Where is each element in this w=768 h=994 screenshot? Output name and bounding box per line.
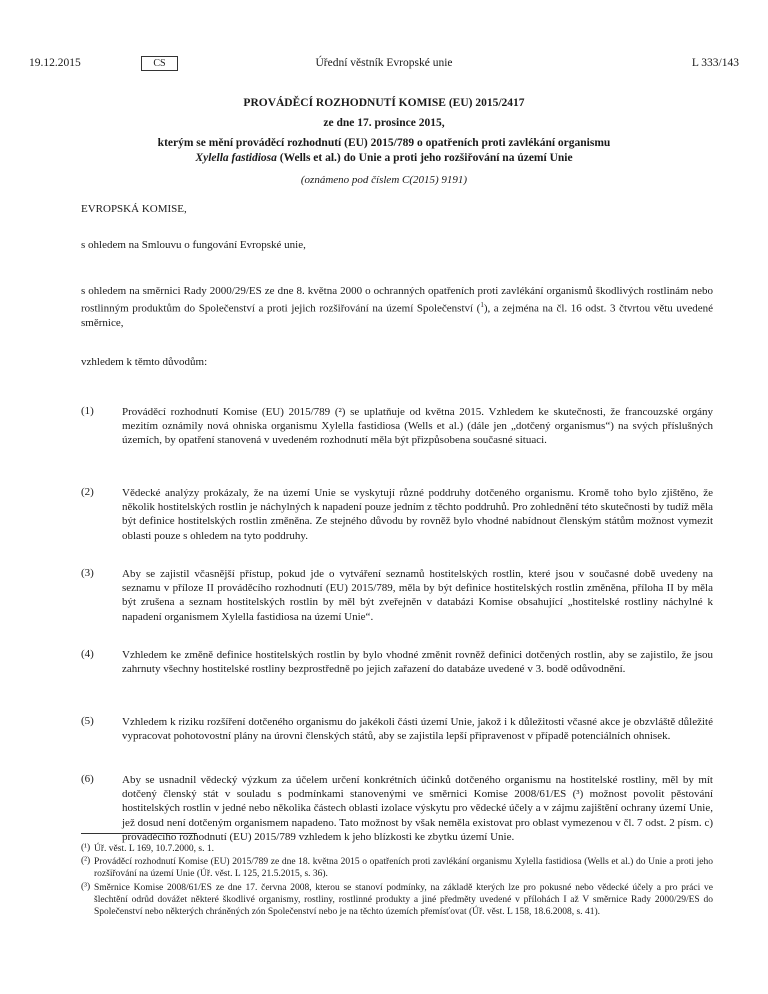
footnote-number: (³) (81, 882, 91, 892)
footnote-text: Prováděcí rozhodnutí Komise (EU) 2015/789 ze dne 18. května 2015 o opatřeních proti zavlékání organismu Xylella fastidiosa (Wells et al.) do Unie a proti jeho rozšiřování na území Unie (Úř. věst. L 125, 21.5.2015, s. 36). (94, 857, 713, 880)
preamble-recitals-intro: vzhledem k těmto důvodům: (81, 356, 208, 368)
recital-number: (5) (81, 715, 94, 727)
recital-number: (3) (81, 567, 94, 579)
recital-number: (1) (81, 405, 94, 417)
preamble-directive: s ohledem na směrnici Rady 2000/29/ES ze dne 8. května 2000 o ochranných opatřeních proti zavlékání organismů škodlivých rostlinám nebo rostlinným produktům do Společenství a proti jejich rozšiřování na území Společenství ($^1$), a zejména na čl. 16 odst. 3 čtvrtou větu uvedené směrnice, (81, 285, 713, 330)
recital-text: Aby se usnadnil vědecký výzkum za účelem určení konkrétních účinků dotčeného organismu na hostitelské rostliny, měl by mít dotčený členský stát v souladu s podmínkami stanovenými ve směrnici Komise 2008/61/ES (³) možnost povolit pěstování hostitelských rostlin v jedné nebo několika částech oblasti izolace výskytu pro vědecké účely a v zájmu zajištění ochrany území Unie, jež dosud není dotčeným organismem napadeno. Tato možnost by však neměla existovat pro oblast vymezenou v čl. 7 odst. 2 písm. c) prováděcího rozhodnutí (EU) 2015/789 vzhledem k jeho blízkosti ke zbytku území Unie. (122, 774, 713, 843)
footnote-number: (¹) (81, 843, 91, 853)
recital-text: Vzhledem k riziku rozšíření dotčeného organismu do jakékoli části území Unie, jakož i k důležitosti včasné akce je obzvláště důležité vypracovat pohotovostní plány na úrovni členských států, aby se zajistila lepší připravenost v případě potenciálních ohnisek. (122, 716, 713, 743)
footnote-text: Směrnice Komise 2008/61/ES ze dne 17. června 2008, kterou se stanoví podmínky, na základě kterých lze pro pokusné nebo vědecké účely a pro práci ve šlechtění odrůd dovážet některé škodlivé organismy, rostliny, rostlinné produkty a jiné předměty uvedené v přílohách I až V směrnice Rady 2000/29/ES do Společenství nebo některých chráněných zón Společenství nebo je na těchto územích přemísťovat (Úř. věst. L 158, 18.6.2008, s. 41). (94, 883, 713, 918)
page-number: L 333/143 (691, 57, 739, 69)
recital-text: Prováděcí rozhodnutí Komise (EU) 2015/789 (²) se uplatňuje od května 2015. Vzhledem ke skutečnosti, že francouzské orgány mezitím oznámily nová ohniska organismu Xylella fastidiosa (Wells et al.) (dále jen „dotčený organismus“) na svých příslušných územích, by opatření stanovená v uvedeném rozhodnutí měla být přizpůsobena současné situaci. (122, 406, 713, 447)
header-date: 19.12.2015 (29, 57, 81, 69)
footnote-text: Úř. věst. L 169, 10.7.2000, s. 1. (94, 844, 214, 854)
notification-number: (oznámeno pod číslem C(2015) 9191) (300, 174, 468, 186)
recital-text: Vzhledem ke změně definice hostitelských rostlin by bylo vhodné změnit rovněž definici dotčených rostlin, aby se zajistilo, že jsou zahrnuty všechny hostitelské rostliny bezprostředně po jejich zařazení do databáze uvedené v 3. bodě odůvodnění. (122, 649, 713, 676)
document-subject-line2: Xylella fastidiosa (Wells et al.) do Unie a proti jeho rozšiřování na území Unie (195, 152, 573, 164)
footnote-number: (²) (81, 856, 91, 866)
recital-text: Vědecké analýzy prokázaly, že na území Unie se vyskytují různé poddruhy dotčeného organismu. Kromě toho bylo zjištěno, že několik hostitelských rostlin je náchylných k napadení pouze jedním z těchto poddruhů. Pro zohlednění této skutečnosti by tudíž měla být definice hostitelských rostlin změněna. Ze stejného důvodu by rovněž bylo vhodné nabídnout členským státům možnost vymezit oblasti pouze s ohledem na tyto poddruhy. (122, 487, 713, 542)
recital-number: (4) (81, 648, 94, 660)
footnote-divider (81, 833, 197, 834)
language-badge: CS (141, 56, 178, 71)
document-date: ze dne 17. prosince 2015, (323, 117, 445, 129)
recital-number: (6) (81, 773, 94, 785)
document-subject-line1: kterým se mění prováděcí rozhodnutí (EU) 2015/789 o opatřeních proti zavlékání organismu (157, 137, 611, 149)
commission-heading: EVROPSKÁ KOMISE, (81, 203, 187, 215)
document-title: PROVÁDĚCÍ ROZHODNUTÍ KOMISE (EU) 2015/2417 (243, 97, 525, 109)
recital-number: (2) (81, 486, 94, 498)
journal-title: Úřední věstník Evropské unie (315, 57, 453, 69)
preamble-treaty: s ohledem na Smlouvu o fungování Evropské unie, (81, 239, 306, 251)
organism-name: Xylella fastidiosa (195, 152, 277, 164)
recital-text: Aby se zajistil včasnější přístup, pokud jde o vytváření seznamů hostitelských rostlin, které jsou v současné době uvedeny na seznamu v příloze II prováděcího rozhodnutí (EU) 2015/789, měla by být definice hostitelských rostlin změněna, příloha II by měla být zrušena a seznam hostitelských rostlin by měl být zveřejněn v databázi Komise obsahující „hostitelské rostliny náchylné k napadení organismem Xylella fastidiosa na území Unie“. (122, 568, 713, 623)
